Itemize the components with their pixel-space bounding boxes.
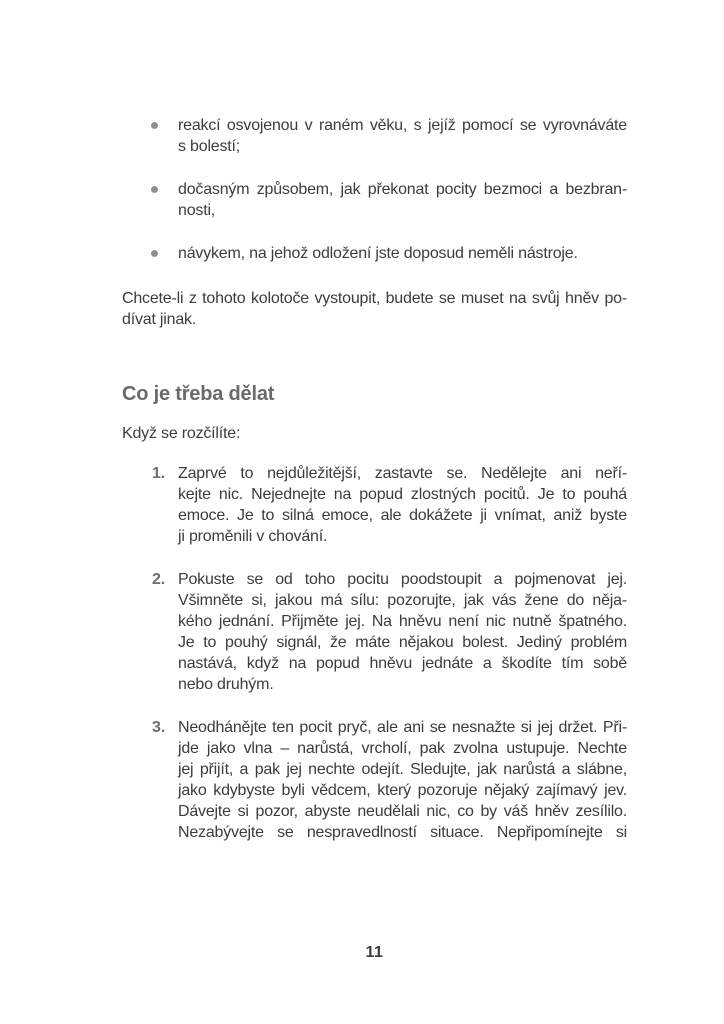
- text-line: Chcete-li z tohoto kolotoče vystoupit, budete se muset na svůj hněv po-: [122, 290, 627, 307]
- section-heading: Co je třeba dělat: [122, 383, 275, 405]
- bullet-icon: [151, 122, 158, 129]
- numbered-list: [122, 463, 627, 843]
- numbered-item: [122, 569, 627, 695]
- text-line: dočasným způsobem, jak překonat pocity bezmoci a bezbran-: [178, 181, 627, 198]
- text-line: reakcí osvojenou v raném věku, s jejíž pomocí se vyrovnáváte: [178, 117, 627, 134]
- text-line: dívat jinak.: [122, 311, 197, 328]
- text-line: Zaprvé to nejdůležitější, zastavte se. Nedělejte ani neří-: [178, 465, 627, 482]
- text-line: nebo druhým.: [178, 676, 274, 693]
- numbered-item: [122, 463, 627, 547]
- bullet-icon: [151, 186, 158, 193]
- text-line: ji proměnili v chování.: [178, 528, 328, 545]
- page-number: 11: [365, 944, 384, 961]
- text-line: Pokuste se od toho pocitu poodstoupit a pojmenovat jej.: [178, 571, 627, 588]
- text-line: Je to pouhý signál, že máte nějakou bolest. Jediný problém: [178, 634, 627, 651]
- bullet-item: [122, 243, 627, 264]
- item-number: 3.: [152, 719, 165, 736]
- item-number: 1.: [152, 465, 165, 482]
- text-line: jde jako vlna – narůstá, vrcholí, pak zvolna ustupuje. Nechte: [178, 740, 627, 757]
- bullet-item: [122, 179, 627, 221]
- page-content: [122, 115, 627, 843]
- bullet-list: [122, 115, 627, 264]
- text-line: Všimněte si, jakou má sílu: pozorujte, jak vás žene do něja-: [178, 592, 627, 609]
- text-line: jako kdybyste byli vědcem, který pozoruje nějaký zajímavý jev.: [178, 782, 627, 799]
- text-line: Nezabývejte se nespravedlností situace. Nepřipomínejte si: [178, 824, 627, 841]
- bullet-item: [122, 115, 627, 157]
- section-intro: Když se rozčílíte:: [122, 425, 241, 442]
- lead-paragraph: [122, 288, 627, 330]
- bullet-icon: [151, 250, 158, 257]
- text-line: emoce. Je to silná emoce, ale dokážete ji vnímat, aniž byste: [178, 507, 627, 524]
- text-line: kého jednání. Přijměte jej. Na hněvu není nic nutně špatného.: [178, 613, 627, 630]
- text-line: nosti,: [178, 202, 216, 219]
- numbered-item: [122, 717, 627, 843]
- text-line: kejte nic. Nejednejte na popud zlostných pocitů. Je to pouhá: [178, 486, 627, 503]
- text-line: nastává, když na popud hněvu jednáte a škodíte tím sobě: [178, 655, 627, 672]
- text-line: návykem, na jehož odložení jste doposud neměli nástroje.: [178, 245, 578, 262]
- text-line: s bolestí;: [178, 138, 241, 155]
- text-line: jej přijít, a pak jej nechte odejít. Sledujte, jak narůstá a slábne,: [178, 761, 627, 778]
- text-line: Dávejte si pozor, abyste neudělali nic, co by váš hněv zesílilo.: [178, 803, 627, 820]
- item-number: 2.: [152, 571, 165, 588]
- text-line: Neodhánějte ten pocit pryč, ale ani se nesnažte si jej držet. Při-: [178, 719, 627, 736]
